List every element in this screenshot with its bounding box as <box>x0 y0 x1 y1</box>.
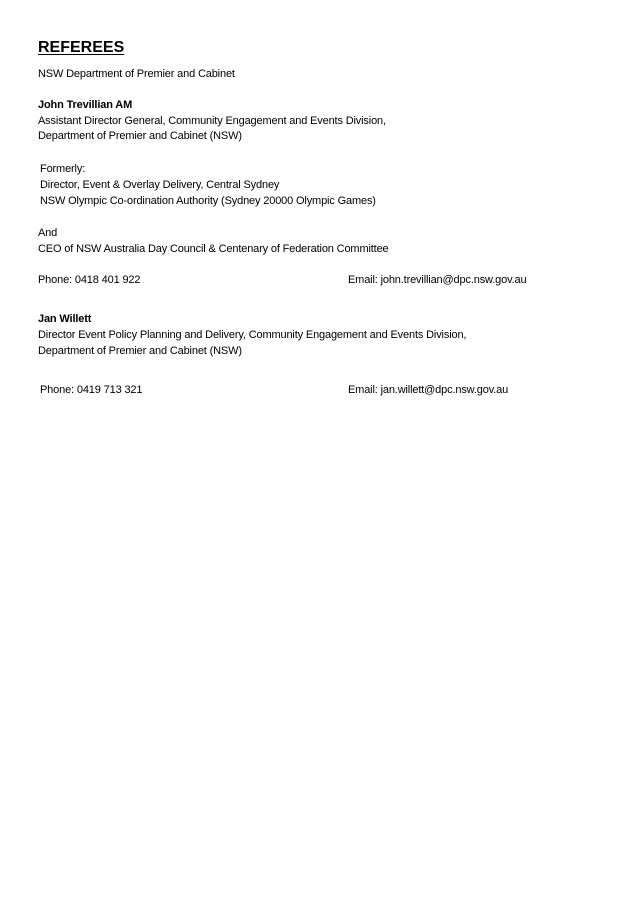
referee2-name: Jan Willett <box>38 313 92 325</box>
referee1-email: Email: john.trevillian@dpc.nsw.gov.au <box>348 274 527 286</box>
referee1-role-line2: Department of Premier and Cabinet (NSW) <box>38 130 242 142</box>
referee2-role-line2: Department of Premier and Cabinet (NSW) <box>38 345 242 357</box>
referee1-role-line1: Assistant Director General, Community Engagement and Events Division, <box>38 115 386 127</box>
referee1-formerly-line1: Director, Event & Overlay Delivery, Central Sydney <box>40 179 280 191</box>
referee1-name: John Trevillian AM <box>38 99 133 111</box>
referee2-role-line1: Director Event Policy Planning and Delivery, Community Engagement and Events Division, <box>38 329 467 341</box>
referee1-formerly-line2: NSW Olympic Co-ordination Authority (Sydney 20000 Olympic Games) <box>40 195 376 207</box>
referee2-phone: Phone: 0419 713 321 <box>40 384 143 396</box>
referee2-email: Email: jan.willett@dpc.nsw.gov.au <box>348 384 509 396</box>
organisation-line: NSW Department of Premier and Cabinet <box>38 68 235 80</box>
referee1-and-line1: CEO of NSW Australia Day Council & Centenary of Federation Committee <box>38 243 389 255</box>
page-title: REFEREES <box>38 39 125 56</box>
referee1-phone: Phone: 0418 401 922 <box>38 274 141 286</box>
referee1-formerly-label: Formerly: <box>40 163 86 175</box>
referee1-and-label: And <box>38 227 58 239</box>
